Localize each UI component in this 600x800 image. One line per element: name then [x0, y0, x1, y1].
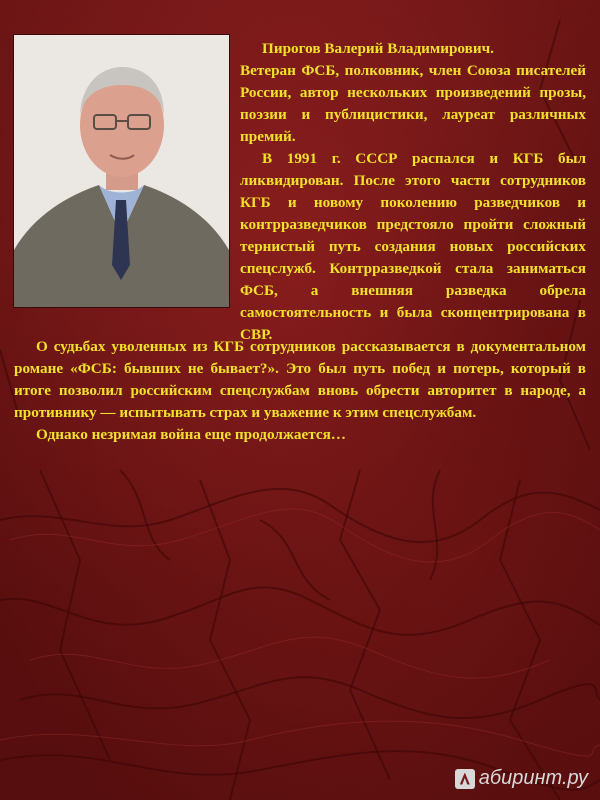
author-bio: Ветеран ФСБ, полковник, член Союза писателей России, автор нескольких произведений прозы, поэзии и публицистики, лауреат различных премий.: [240, 62, 586, 145]
author-name: Пирогов Валерий Владимирович.: [262, 40, 494, 57]
author-photo: [13, 34, 230, 308]
closing-paragraph: Однако незримая война еще продолжается…: [36, 426, 346, 443]
history-paragraph: В 1991 г. СССР распался и КГБ был ликвидирован. После этого части сотрудников КГБ и новому поколению разведчиков и контрразведчиков предстояло пройти сложный тернистый путь создания новых российских спецслужб. Контрразведкой стала заниматься ФСБ, а внешняя разведка обрела самостоятельность и была сконцентрирована в СВР.: [240, 150, 586, 343]
novel-paragraph: О судьбах уволенных из КГБ сотрудников рассказывается в документальном романе «ФСБ: бывших не бывает?». Это был путь побед и потерь, который в итоге позволил российским спецслужбам вновь обрести авторитет в народе, а противнику — испытывать страх и уважение к этим спецслужбам.: [14, 338, 586, 421]
author-bio-block: [240, 38, 586, 148]
watermark-text: абиринт.ру: [478, 767, 588, 789]
history-paragraph-top: [240, 148, 586, 346]
lower-text-block: [14, 336, 586, 446]
labirint-logo-icon: [455, 769, 475, 789]
labirint-watermark: [455, 767, 588, 790]
